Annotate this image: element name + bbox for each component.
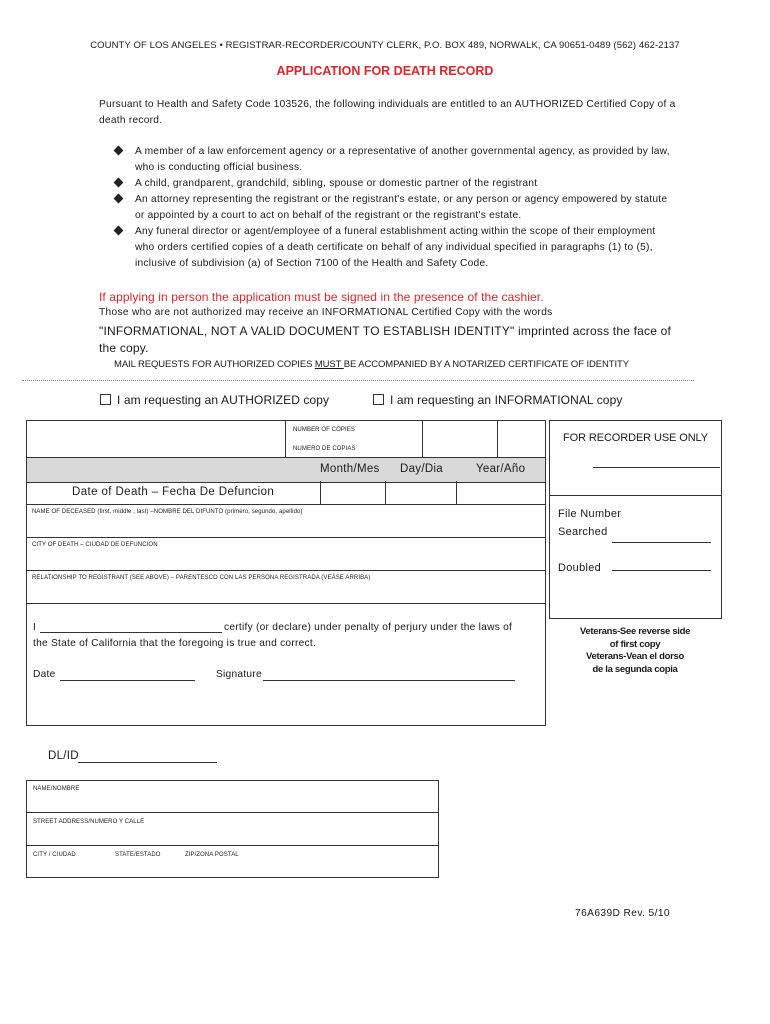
in-person-note: If applying in person the application must be signed in the presence of the cashier.	[99, 290, 544, 304]
signature-label: Signature	[216, 669, 262, 680]
divider	[497, 420, 498, 458]
number-of-copies-field[interactable]	[423, 421, 496, 457]
option-authorized[interactable]: I am requesting an AUTHORIZED copy	[100, 393, 329, 407]
list-item: A child, grandparent, grandchild, sibling, spouse or domestic partner of the registrant	[115, 176, 670, 192]
divider	[285, 420, 286, 458]
file-number-label: File Number	[558, 508, 622, 520]
page-title: APPLICATION FOR DEATH RECORD	[276, 64, 494, 78]
numero-de-copias-label: NUMERO DE COPIAS	[293, 446, 356, 452]
veterans-note: Veterans-See reverse side of first copy Veterans-Vean el dorso de la segunda copia	[579, 626, 691, 675]
divider	[26, 845, 439, 846]
death-day-field[interactable]	[386, 482, 455, 504]
authorized-list	[115, 144, 670, 272]
divider	[27, 537, 546, 538]
diamond-bullet-icon	[114, 146, 124, 156]
mail-note: MAIL REQUESTS FOR AUTHORIZED COPIES MUST BE ACCOMPANIED BY A NOTARIZED CERTIFICATE OF IDENTITY	[114, 359, 629, 370]
certify-name-line[interactable]	[40, 632, 222, 633]
street-address-label: STREET ADDRESS/NUMERO Y CALLE	[33, 819, 145, 825]
divider	[27, 504, 546, 505]
divider	[22, 380, 694, 381]
intro-paragraph: Pursuant to Health and Safety Code 103526, the following individuals are entitled to an AUTHORIZED Certified Copy of a death record.	[99, 99, 676, 126]
city-label: CITY / CIUDAD	[33, 852, 76, 858]
name-of-deceased-field[interactable]	[28, 518, 545, 536]
certify-text-2: the State of California that the foregoing is true and correct.	[33, 638, 317, 649]
city-state-zip-field[interactable]	[27, 861, 438, 877]
doubled-line	[612, 570, 711, 571]
date-label: Date	[33, 669, 56, 680]
dl-id-field[interactable]	[78, 762, 217, 763]
form-number: 76A639D Rev. 5/10	[575, 908, 670, 919]
option-informational[interactable]: I am requesting an INFORMATIONAL copy	[373, 393, 622, 407]
diamond-bullet-icon	[114, 226, 124, 236]
zip-label: ZIP/ZONA POSTAL	[185, 852, 239, 858]
name-field[interactable]	[27, 795, 438, 811]
number-of-copies-label: NUMBER OF COPIES	[293, 427, 355, 433]
checkbox-icon[interactable]	[373, 394, 384, 405]
searched-line	[612, 542, 711, 543]
list-item: A member of a law enforcement agency or a representative of another governmental agency, as provided by law, who is conducting official business.	[115, 144, 670, 176]
date-field[interactable]	[60, 680, 195, 681]
death-month-field[interactable]	[321, 482, 384, 504]
relationship-field[interactable]	[28, 584, 545, 602]
informational-line-1: Those who are not authorized may receive an INFORMATIONAL Certified Copy with the words	[99, 307, 553, 318]
certify-text: certify (or declare) under penalty of perjury under the laws of	[224, 622, 513, 633]
city-of-death-field[interactable]	[28, 551, 545, 569]
name-label: NAME/NOMBRE	[33, 786, 80, 792]
relationship-label: RELATIONSHIP TO REGISTRANT (SEE ABOVE) – PARENTESCO CON LAS PERSONA REGISTRADA (VEÁSE ARRIBA)	[32, 575, 371, 581]
year-label: Year/Año	[476, 463, 526, 475]
recorder-line	[593, 467, 720, 468]
divider	[27, 570, 546, 571]
state-label: STATE/ESTADO	[115, 852, 161, 858]
city-of-death-label: CITY OF DEATH – CIUDAD DE DEFUNCION	[32, 542, 158, 548]
dl-id-label: DL/ID	[48, 750, 79, 762]
divider	[26, 812, 439, 813]
date-header-row	[27, 457, 545, 483]
recorder-use-title: FOR RECORDER USE ONLY	[563, 432, 708, 444]
date-of-death-label: Date of Death – Fecha De Defuncion	[72, 486, 275, 498]
checkbox-icon[interactable]	[100, 394, 111, 405]
street-address-field[interactable]	[27, 828, 438, 844]
name-of-deceased-label: NAME OF DECEASED (first, middle , last) –NOMBRE DEL DIFUNTO (primero, segundo, apellido)	[32, 509, 303, 515]
certify-i: I	[33, 622, 37, 633]
divider	[27, 603, 546, 604]
signature-field[interactable]	[263, 680, 515, 681]
list-item: An attorney representing the registrant or the registrant's estate, or any person or agency empowered by statute or appointed by a court to act on behalf of the registrant or the registrant's estate.	[115, 192, 670, 224]
agency-header: COUNTY OF LOS ANGELES • REGISTRAR-RECORDER/COUNTY CLERK, P.O. BOX 489, NORWALK, CA 90651-0489 (562) 462-2137	[90, 40, 680, 51]
month-label: Month/Mes	[320, 463, 380, 475]
diamond-bullet-icon	[114, 194, 124, 204]
informational-line-2: "INFORMATIONAL, NOT A VALID DOCUMENT TO ESTABLISH IDENTITY" imprinted across the face of the copy.	[99, 324, 672, 355]
diamond-bullet-icon	[114, 178, 124, 188]
list-item: Any funeral director or agent/employee of a funeral establishment acting within the scope of their employment who orders certified copies of a death certificate on behalf of any individual specified in paragraphs (1) to (5), inclusive of subdivision (a) of Section 7100 of the Health and Safety Code.	[115, 224, 670, 272]
day-label: Day/Dia	[400, 463, 444, 475]
divider	[549, 495, 722, 496]
death-year-field[interactable]	[457, 482, 545, 504]
doubled-label: Doubled	[558, 562, 602, 574]
searched-label: Searched	[558, 526, 608, 538]
